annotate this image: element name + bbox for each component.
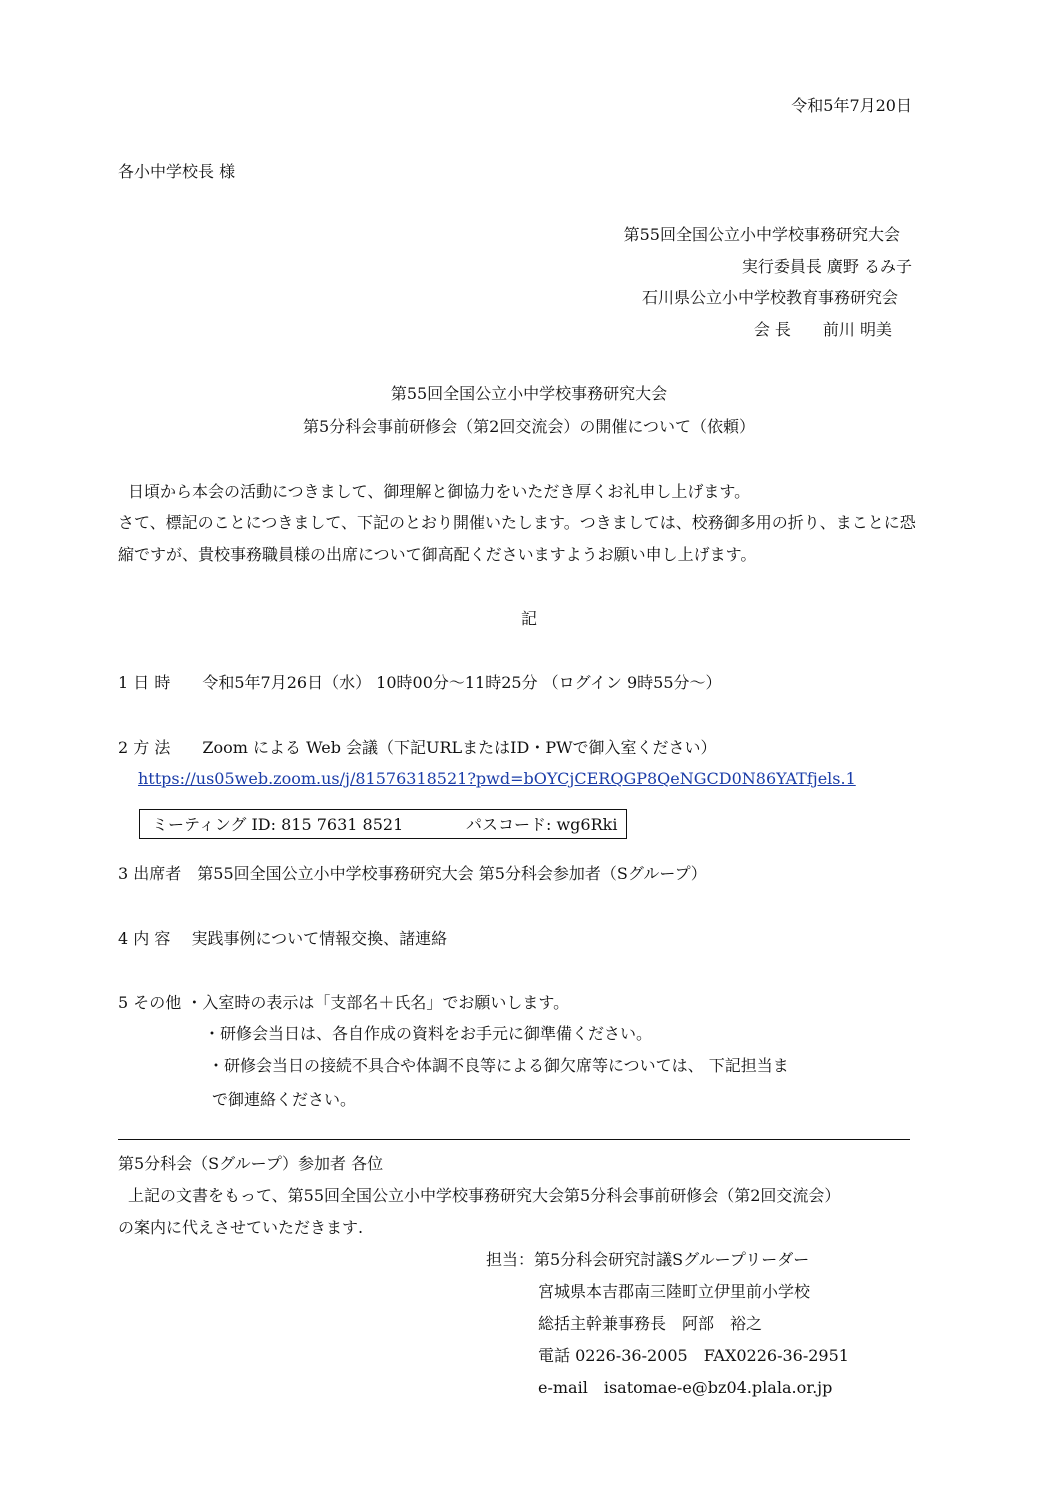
item-other-note4: で御連絡ください。 bbox=[212, 1090, 357, 1109]
sender-chair: 実行委員長 廣野 るみ子 bbox=[741, 257, 912, 276]
sender-association: 石川県公立小中学校教育事務研究会 bbox=[641, 288, 898, 307]
zoom-link[interactable]: https://us05web.zoom.us/j/81576318521?pwd=bOYCjCERQGP8QeNGCD0N86YATfjels.1 bbox=[138, 769, 856, 788]
document-title-line2: 第5分科会事前研修会（第2回交流会）の開催について（依頼） bbox=[302, 417, 756, 436]
contact-school: 宮城県本吉郡南三陸町立伊里前小学校 bbox=[538, 1282, 811, 1301]
item-attendees: 3 出席者 第55回全国公立小中学校事務研究大会 第5分科会参加者（Sグループ） bbox=[118, 864, 707, 883]
item-other-note3: ・研修会当日の接続不具合や体調不良等による御欠席等については、 下記担当ま bbox=[208, 1056, 789, 1075]
item-datetime: 1 日 時 令和5年7月26日（水） 10時00分～11時25分 （ログイン 9時55分～） bbox=[118, 673, 722, 692]
notice-recipients: 第5分科会（Sグループ）参加者 各位 bbox=[118, 1154, 384, 1173]
meeting-id: ミーティング ID: 815 7631 8521 bbox=[152, 815, 404, 834]
item-other: 5 その他 ・入室時の表示は「支部名＋氏名」でお願いします。 bbox=[118, 993, 570, 1012]
document-date: 令和5年7月20日 bbox=[791, 96, 912, 115]
notice-text-line2: の案内に代えさせていただきます. bbox=[118, 1218, 364, 1237]
contact-email[interactable]: e-mail isatomae-e@bz04.plala.or.jp bbox=[538, 1378, 833, 1397]
section-divider bbox=[118, 1139, 910, 1140]
body-paragraph-line3: 縮ですが、貴校事務職員様の出席について御高配くださいますようお願い申し上げます。 bbox=[118, 545, 757, 564]
body-paragraph-line2: さて、標記のことにつきまして、下記のとおり開催いたします。つきましては、校務御多用の折り、まことに恐 bbox=[118, 513, 916, 532]
item-method: 2 方 法 Zoom による Web 会議（下記URLまたはID・PWで御入室ください） bbox=[118, 738, 717, 757]
sender-president: 会 長 前川 明美 bbox=[753, 320, 892, 339]
contact-name: 総括主幹兼事務長 阿部 裕之 bbox=[538, 1314, 763, 1333]
meeting-info-box bbox=[139, 809, 627, 839]
ki-heading: 記 bbox=[520, 609, 537, 628]
contact-role: 担当：第5分科会研究討議Sグループリーダー bbox=[486, 1250, 810, 1269]
addressee: 各小中学校長 様 bbox=[118, 162, 236, 181]
body-paragraph-line1: 日頃から本会の活動につきまして、御理解と御協力をいただき厚くお礼申し上げます。 bbox=[128, 482, 751, 501]
document-title-line1: 第55回全国公立小中学校事務研究大会 bbox=[390, 384, 668, 403]
contact-phone: 電話 0226-36-2005 FAX0226-36-2951 bbox=[538, 1346, 849, 1365]
item-other-note2: ・研修会当日は、各自作成の資料をお手元に御準備ください。 bbox=[204, 1024, 653, 1043]
item-content: 4 内 容 実践事例について情報交換、諸連絡 bbox=[118, 929, 448, 948]
notice-text-line1: 上記の文書をもって、第55回全国公立小中学校事務研究大会第5分科会事前研修会（第2回交流会） bbox=[128, 1186, 841, 1205]
sender-organization: 第55回全国公立小中学校事務研究大会 bbox=[623, 225, 900, 244]
meeting-passcode: パスコード: wg6Rki bbox=[466, 815, 618, 834]
